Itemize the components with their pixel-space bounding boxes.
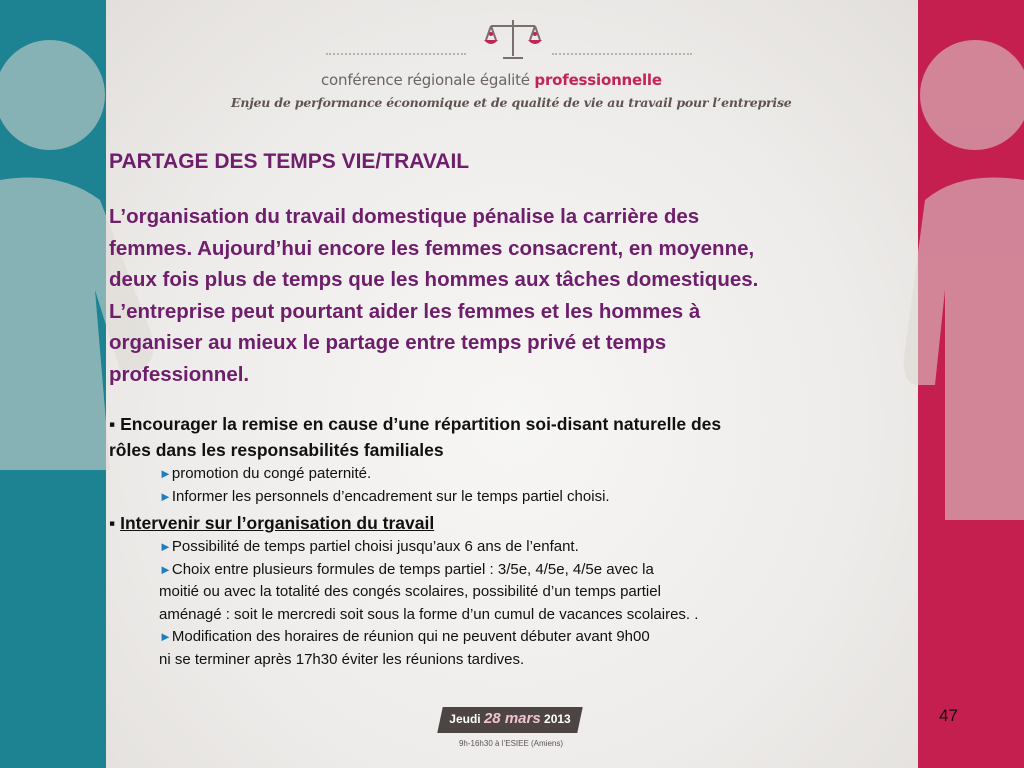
slide-intro: L’organisation du travail domestique pénalise la carrière des femmes. Aujourd’hui encore les femmes consacrent, en moyenne, deux fois plus de temps que les hommes aux tâches domestiques. L’entreprise peut pourtant aider les femmes et les hommes à organiser au mieux le partage entre temps privé et temps professionnel. — [109, 205, 759, 386]
arrow-bullet-icon: ► — [159, 561, 172, 577]
arrow-bullet-icon: ► — [159, 539, 172, 554]
bullet-2: ▪ Intervenir sur l’organisation du travail — [109, 513, 435, 533]
page-number: 47 — [939, 706, 958, 725]
sub-item: ►Choix entre plusieurs formules de temps partiel : 3/5e, 4/5e, 4/5e avec la moitié ou avec la totalité des congés scolaires, possibilité d’un temps partiel aménagé : soit le mercredi soit sous la forme d’un cumul de vacances scolaires. . — [159, 560, 699, 623]
slide-heading: PARTAGE DES TEMPS VIE/TRAVAIL — [109, 150, 470, 173]
sub-item: ►promotion du congé paternité. — [159, 465, 372, 482]
bullet-1: ▪ Encourager la remise en cause d’une répartition soi-disant naturelle des rôles dans les responsabilités familiales — [109, 414, 722, 460]
bullet-marker: ▪ — [109, 513, 116, 533]
arrow-bullet-icon: ► — [159, 466, 172, 481]
scales-of-justice-icon — [483, 18, 543, 62]
sub-item: ►Informer les personnels d’encadrement sur le temps partiel choisi. — [159, 487, 610, 505]
conference-subtitle: Enjeu de performance économique et de qualité de vie au travail pour l’entreprise — [231, 95, 792, 110]
sub-item: ►Possibilité de temps partiel choisi jusqu’aux 6 ans de l’enfant. — [159, 538, 579, 555]
arrow-bullet-icon: ► — [159, 629, 172, 644]
conference-title: conférence régionale égalité professionnelle — [321, 71, 662, 89]
sub-item: ►Modification des horaires de réunion qui ne peuvent débuter avant 9h00 ni se terminer après 17h30 éviter les réunions tardives. — [159, 628, 650, 668]
logo-dotted-line-left — [326, 53, 466, 55]
arrow-bullet-icon: ► — [159, 488, 172, 504]
logo-dotted-line-right — [552, 53, 692, 55]
bullet-list — [109, 411, 909, 671]
bullet-marker: ▪ — [109, 414, 116, 434]
date-text: Jeudi 28 mars 2013 — [449, 710, 571, 727]
date-location: 9h-16h30 à l’ESIEE (Amiens) — [458, 739, 564, 748]
